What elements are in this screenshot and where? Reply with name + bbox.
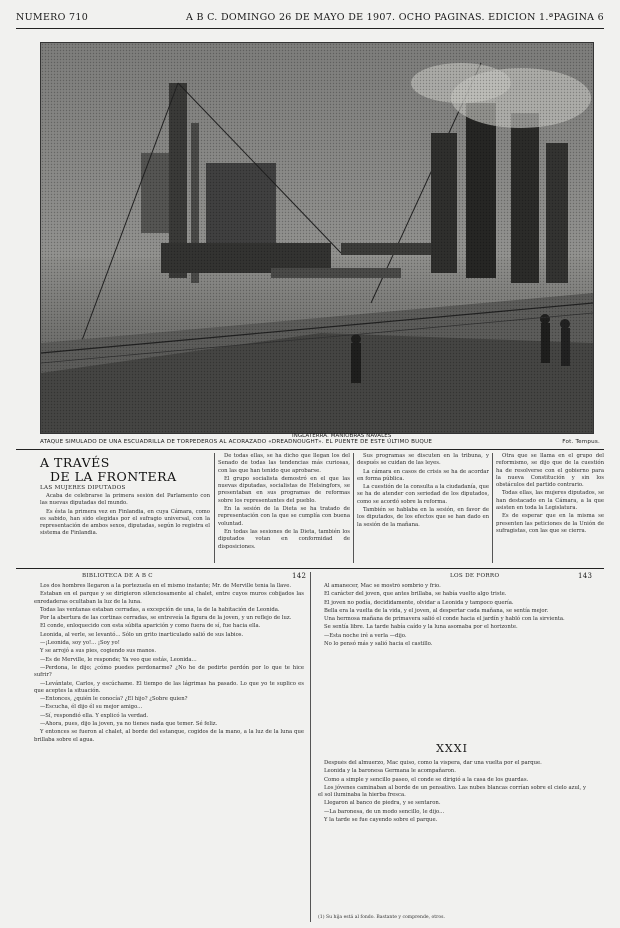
paragraph: El conde, enloquecido con esta súbita aparición y como fuera de sí, fue hacia ella.: [40, 623, 261, 630]
photo-credit: Fot. Tempus.: [562, 439, 600, 445]
article-column-4: [496, 453, 604, 563]
paragraph: —Levántate, Carlos, y escúchame. El tiempo de las lágrimas ha pasado. Lo que yo te suplico es que aceptes la situación.: [34, 680, 304, 694]
article-column-1: [40, 493, 210, 563]
article-title: [40, 456, 210, 484]
paragraph: —Esta noche iré a verla —dijo.: [324, 632, 407, 639]
paragraph: Es de esperar que en la misma se presenten las peticiones de la Unión de sufragistas, con las que se cierra.: [496, 513, 604, 534]
dateline: A B C. DOMINGO 26 DE MAYO DE 1907. OCHO PAGINAS. EDICION 1.ª: [186, 12, 554, 23]
paragraph: Una hermosa mañana de primavera salió el conde hacia el jardín y habló con la sirvienta.: [324, 616, 565, 623]
photo-caption: [40, 439, 600, 445]
column-divider: [353, 453, 354, 563]
paragraph: Bella era la vuelta de la vida, y el joven, al despertar cada mañana, se sentía mejor.: [324, 607, 549, 614]
photo-caption-text: ATAQUE SIMULADO DE UNA ESCUADRILLA DE TORPEDEROS AL ACORAZADO «DREADNOUGHT». EL PUENTE DE ESTE ÚLTIMO BUQUE: [40, 439, 433, 445]
footnote: (1) Su hija está al fondo. Bastante y comprende, otros.: [318, 915, 445, 920]
paragraph: Leonida, al verle, se levantó... Sólo un grito inarticulado salió de sus labios.: [40, 631, 244, 638]
caption-rule: [16, 449, 604, 450]
paragraph: Leonida y la baronesa Germana le acompañaron.: [324, 768, 456, 775]
paragraph: Y entonces se fueron al chalet, al borde del estanque, cogidos de la mano, a la luz de la luna que brillaba sobre el agua.: [34, 729, 304, 743]
chapter-column: [318, 760, 586, 910]
article-title-line2: DE LA FRONTERA: [50, 469, 177, 484]
paragraph: En todas las sesiones de la Dieta, también los diputados votan en conformidad de disposiciones.: [218, 528, 350, 550]
paragraph: Estaban en el parque y se dirigieron silenciosamente al chalet, entre cuyos muros cobijados las enredaderas ocultaban la luz de la luna.: [34, 591, 304, 605]
paragraph: —Sí, respondió ella. Y explicó la verdad.: [40, 712, 149, 719]
paragraph: Los jóvenes caminaban al borde de un pensativo. Las nubes blancas corrían sobre el cielo azul, y el sol iluminaba la hierba fresca.: [318, 784, 586, 799]
novel-left-header: BIBLIOTECA DE A B C: [82, 573, 153, 579]
chapter-number: XXXI: [436, 742, 468, 755]
paragraph: Llegaron al banco de piedra, y se sentaron.: [324, 800, 441, 807]
article-column-2: [218, 453, 350, 563]
paragraph: —Entonces, ¿quién le conocía? ¿El hijo? ¿Sobre quien?: [40, 696, 188, 703]
novel-right-page: 143: [578, 572, 593, 580]
page-number: PAGINA 6: [553, 12, 604, 23]
section-rule: [16, 568, 604, 569]
paragraph: La cámara en casos de crisis se ha de acordar en forma pública.: [357, 468, 489, 482]
paragraph: Y se arrojó a sus pies, cogiendo sus manos.: [40, 648, 157, 655]
paragraph: Al amanecer, Mac se mostró sombrío y frío.: [324, 583, 441, 589]
issue-number: NUMERO 710: [16, 12, 89, 23]
masthead-rule: [16, 28, 604, 29]
paragraph: Y la tarde se fue cayendo sobre el parque.: [324, 817, 438, 824]
novel-left-page: 142: [292, 572, 307, 580]
novel-right-header: LOS DE FORRO: [450, 573, 500, 579]
paragraph: Acaba de celebrarse la primera sesión del Parlamento con las nuevas diputadas del mundo.: [40, 493, 210, 507]
paragraph: Todas ellas, las mujeres diputados, se han destacado en la Cámara, a la que asisten en toda la Legislatura.: [496, 490, 604, 512]
warship-photo-image: [41, 43, 593, 433]
paragraph: Otra que se llama en el grupo del reformismo, se dijo que de la cuestión ha de resolverse con el gobierno para la nueva Constitución y sin los obstáculos del partido contrario.: [496, 453, 604, 489]
paragraph: Se sentía libre. La tarde había caído y la luna asomaba por el horizonte.: [324, 624, 518, 631]
paragraph: —Ahora, pues, dijo la joven, ya no tienes nada que temer. Sé feliz.: [40, 721, 218, 728]
photo-caption-title: INGLATERRA. MANIOBRAS NAVALES: [292, 433, 392, 439]
paragraph: —Es de Merville, le responde; Ya veo que estás, Leonida...: [40, 656, 197, 663]
novel-left-column: [34, 583, 304, 923]
column-divider: [492, 453, 493, 563]
article-kicker: LAS MUJERES DIPUTADOS: [40, 485, 126, 491]
paragraph: —Perdona, le dijo; ¿cómo puedes perdonarme? ¿No he de pedirte perdón por lo que te hice sufrir?: [34, 664, 304, 679]
paragraph: —Escucha, él dijo él su mejor amigo...: [40, 704, 143, 711]
paragraph: Como a simple y sencillo paseo, el conde se dirigió a la casa de los guardas.: [324, 776, 529, 783]
paragraph: Por la abertura de las cortinas cerradas, se entreveía la figura de la joven, y un reflejo de luz.: [40, 615, 292, 622]
article-title-line1: A TRAVÉS: [40, 455, 110, 470]
novel-right-column: [318, 583, 586, 725]
paragraph: —La baronesa, de un modo sencillo, le dijo...: [324, 808, 445, 815]
paragraph: Los dos hombres llegaron a la portezuela en el mismo instante; Mr. de Merville tenía la llave.: [40, 583, 292, 589]
page-divider: [310, 572, 311, 922]
paragraph: El carácter del joven, que antes brillaba, se había vuelto algo triste.: [324, 591, 507, 598]
paragraph: El joven no podía, decididamente, olvidar a Leonida y tampoco quería.: [324, 599, 514, 606]
paragraph: Todas las ventanas estaban cerradas, a excepción de una, la de la habitación de Leonida.: [40, 606, 280, 613]
news-photograph: [40, 42, 594, 434]
paragraph: También se hablaba en la sesión, en favor de los diputados, de los efectos que se han dado en la sesión de la mañana.: [357, 507, 489, 528]
column-divider: [214, 453, 215, 563]
paragraph: El grupo socialista demostró en el que las nuevas diputadas, socialistas de Helsingfors, se presentaban en sus programas de reformas sobre los representantes del pueblo.: [218, 475, 350, 504]
paragraph: Sus programas se discuten en la tribuna, y después se cuidan de las leyes.: [357, 453, 489, 467]
paragraph: Después del almuerzo, Mac quiso, como la víspera, dar una vuelta por el parque.: [324, 760, 542, 766]
paragraph: En la sesión de la Dieta se ha tratado de representación con la que se cumplía con buena voluntad.: [218, 506, 350, 527]
masthead: [16, 12, 604, 26]
article-column-3: [357, 453, 489, 563]
paragraph: La cuestión de la consulta a la ciudadanía, que se ha de atender con seriedad de los diputados, como se acordó sobre la reforma.: [357, 484, 489, 505]
paragraph: No lo pensó más y salió hacia el castillo.: [324, 641, 433, 648]
paragraph: De todas ellas, se ha dicho que llegan los del Senado de todas las tendencias más curiosas, con las que han tenido que aprobarse.: [218, 453, 350, 474]
paragraph: Es ésta la primera vez en Finlandia, en cuya Cámara, como es sabido, han sido elegidas por el sufragio universal, con la representación de ambos sexos, diputadas, según lo registra el sistema de Finlandia.: [40, 508, 210, 537]
paragraph: —¡Leonida, soy yo!... ¡Soy yo!: [40, 640, 120, 647]
